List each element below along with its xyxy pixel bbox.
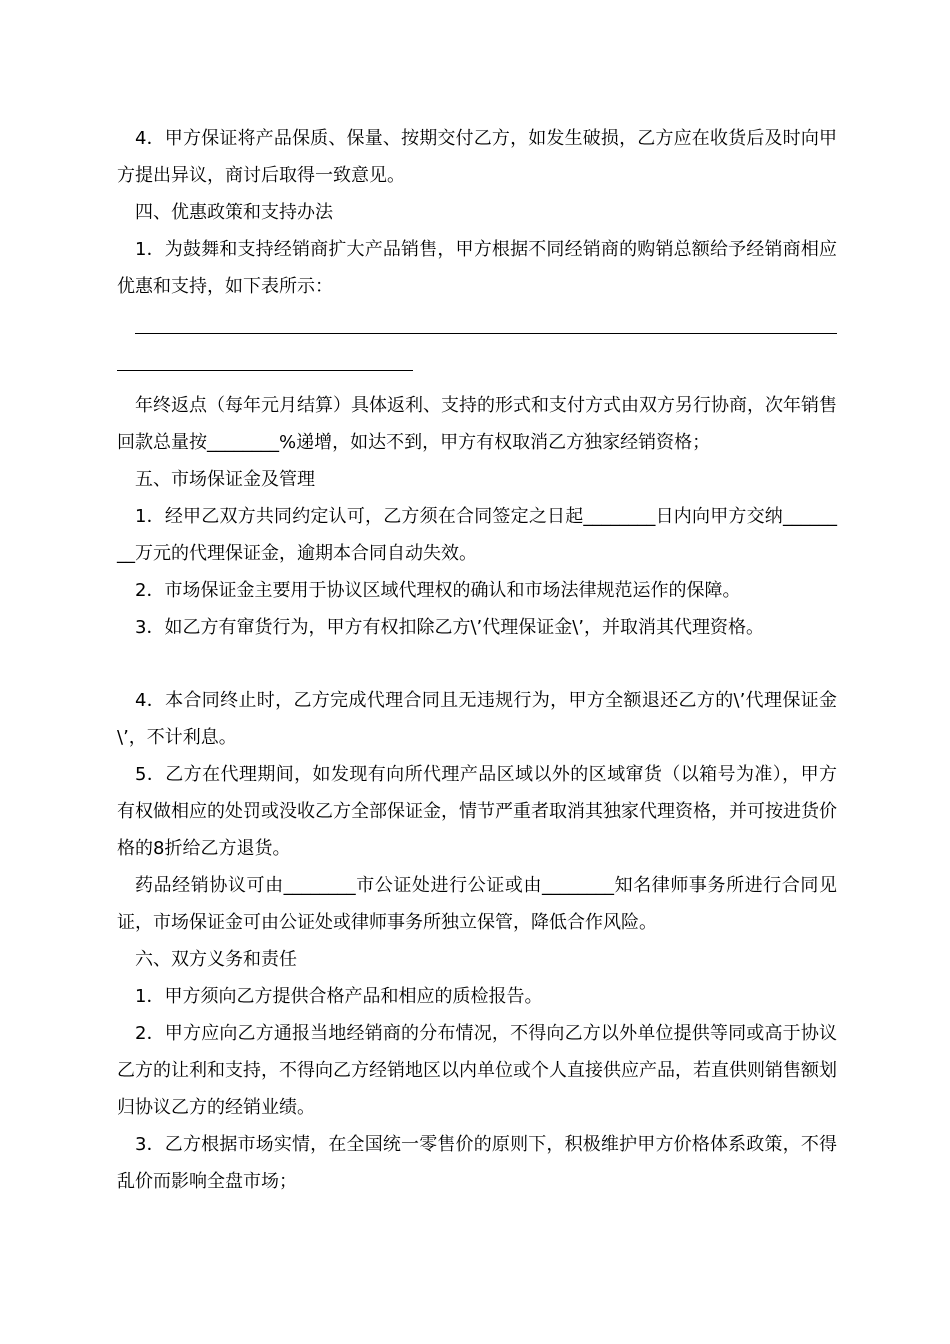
notarization-clause: 药品经销协议可由________市公证处进行公证或由________知名律师事务所进行合同见证，市场保证金可由公证处或律师事务所独立保管，降低合作风险。 xyxy=(117,875,837,933)
clause-6-3: 3．乙方根据市场实情，在全国统一零售价的原则下，积极维护甲方价格体系政策，不得乱价而影响全盘市场； xyxy=(117,1134,837,1192)
year-end-rebate: 年终返点（每年元月结算）具体返利、支持的形式和支付方式由双方另行协商，次年销售回款总量按________%递增，如达不到，甲方有权取消乙方独家经销资格； xyxy=(117,395,837,453)
section-6-heading: 六、双方义务和责任 xyxy=(135,949,297,970)
document-page xyxy=(117,120,837,1200)
clause-4-1: 1．为鼓舞和支持经销商扩大产品销售，甲方根据不同经销商的购销总额给予经销商相应优惠和支持，如下表所示： xyxy=(117,239,837,297)
clause-5-4: 4．本合同终止时，乙方完成代理合同且无违规行为，甲方全额退还乙方的\’代理保证金\’，不计利息。 xyxy=(117,690,837,748)
section-5-heading: 五、市场保证金及管理 xyxy=(135,469,315,490)
clause-5-5: 5．乙方在代理期间，如发现有向所代理产品区域以外的区域窜货（以箱号为准），甲方有权做相应的处罚或没收乙方全部保证金，情节严重者取消其独家代理资格，并可按进货价格的8折给乙方退货。 xyxy=(117,764,837,859)
clause-6-2: 2．甲方应向乙方通报当地经销商的分布情况，不得向乙方以外单位提供等同或高于协议乙方的让利和支持，不得向乙方经销地区以内单位或个人直接供应产品，若直供则销售额划归协议乙方的经销业绩。 xyxy=(117,1023,837,1118)
blank-table-line-1 xyxy=(135,333,837,334)
clause-5-2: 2．市场保证金主要用于协议区域代理权的确认和市场法律规范运作的保障。 xyxy=(135,580,741,601)
section-4-heading: 四、优惠政策和支持办法 xyxy=(135,202,333,223)
clause-3-4: 4．甲方保证将产品保质、保量、按期交付乙方，如发生破损，乙方应在收货后及时向甲方提出异议，商讨后取得一致意见。 xyxy=(117,128,837,186)
clause-6-1: 1．甲方须向乙方提供合格产品和相应的质检报告。 xyxy=(135,986,543,1007)
clause-5-3: 3．如乙方有窜货行为，甲方有权扣除乙方\’代理保证金\’，并取消其代理资格。 xyxy=(135,617,765,638)
clause-5-1: 1．经甲乙双方共同约定认可，乙方须在合同签定之日起________日内向甲方交纳________万元的代理保证金，逾期本合同自动失效。 xyxy=(117,506,837,564)
